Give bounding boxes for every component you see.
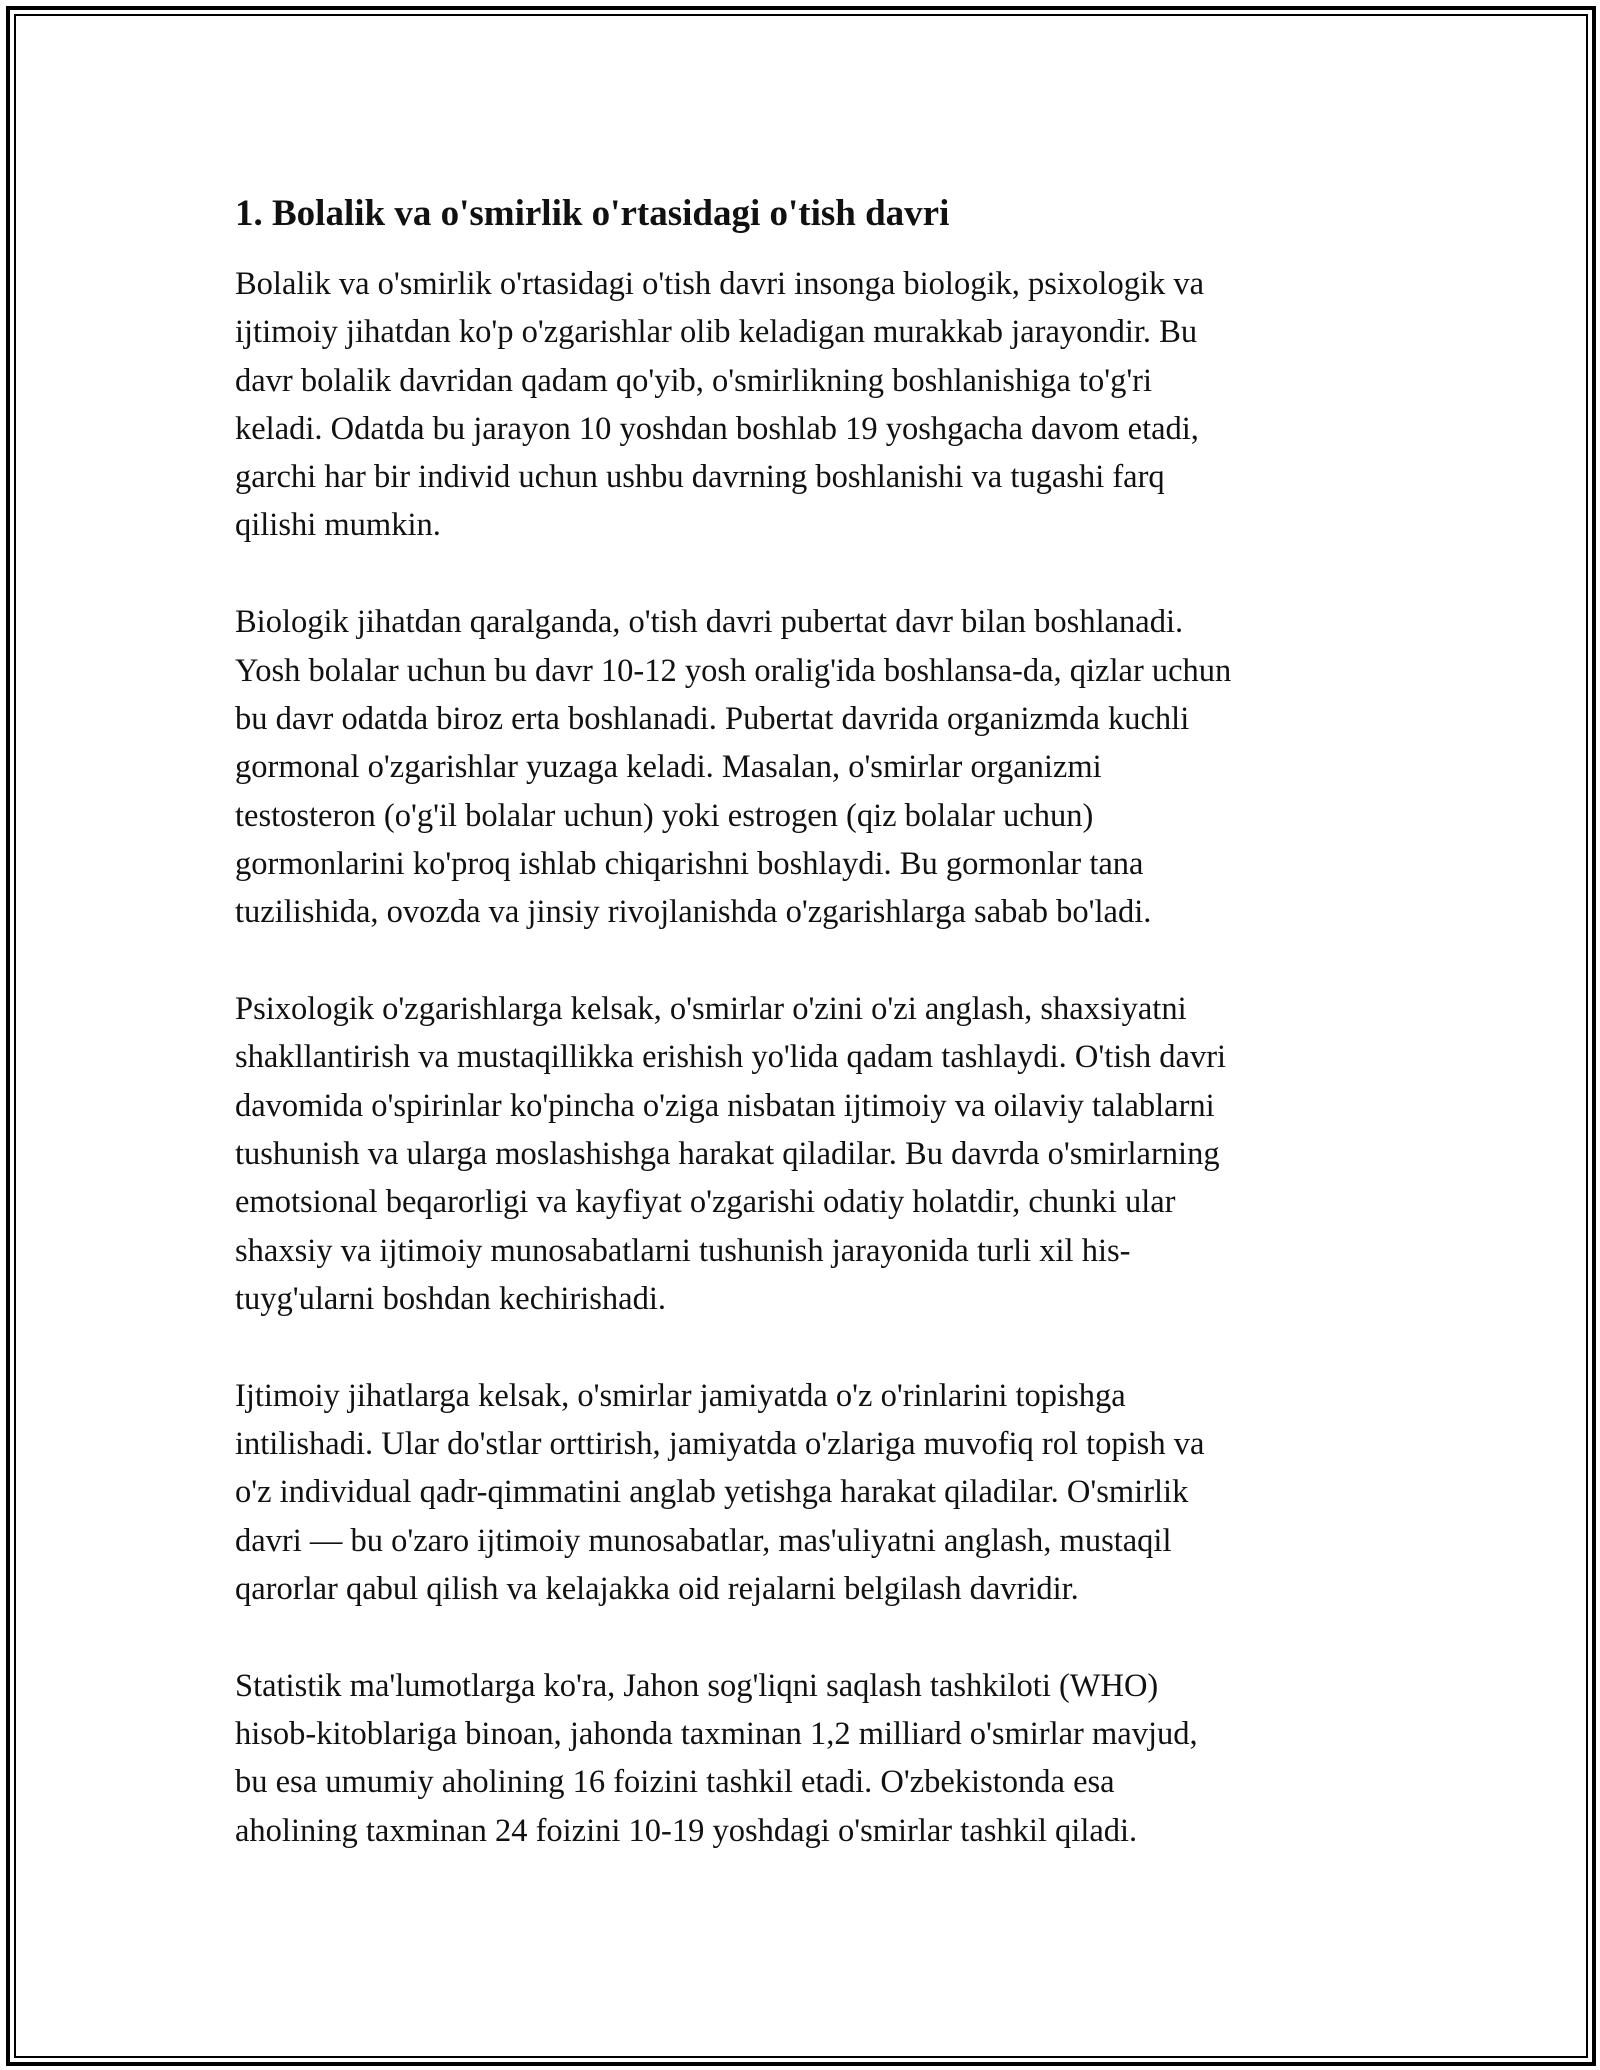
text-line: shakllantirish va mustaqillikka erishish yo'lida qadam tashlaydi. O'tish davri: [235, 1039, 1227, 1076]
text-line: Psixologik o'zgarishlarga kelsak, o'smirlar o'zini o'zi anglash, shaxsiyatni: [235, 991, 1187, 1028]
text-line: Statistik ma'lumotlarga ko'ra, Jahon sog'liqni saqlash tashkiloti (WHO): [235, 1667, 1159, 1704]
text-line: qarorlar qabul qilish va kelajakka oid rejalarni belgilash davridir.: [235, 1570, 1079, 1607]
text-line: emotsional beqarorligi va kayfiyat o'zgarishi odatiy holatdir, chunki ular: [235, 1184, 1176, 1221]
section-heading: 1. Bolalik va o'smirlik o'rtasidagi o'tish davri: [235, 193, 950, 234]
paragraph-statistics: [235, 1662, 1385, 1855]
text-line: davri — bu o'zaro ijtimoiy munosabatlar, mas'uliyatni anglash, mustaqil: [235, 1522, 1172, 1559]
text-line: garchi har bir individ uchun ushbu davrning boshlanishi va tugashi farq: [235, 459, 1165, 496]
text-line: hisob-kitoblariga binoan, jahonda taxminan 1,2 milliard o'smirlar mavjud,: [235, 1716, 1198, 1753]
document-body: [235, 190, 1385, 1904]
text-line: gormonlarini ko'proq ishlab chiqarishni boshlaydi. Bu gormonlar tana: [235, 845, 1144, 882]
paragraph-psychological: [235, 985, 1385, 1323]
text-line: keladi. Odatda bu jarayon 10 yoshdan boshlab 19 yoshgacha davom etadi,: [235, 410, 1199, 447]
text-line: qilishi mumkin.: [235, 507, 441, 544]
paragraph-social: [235, 1372, 1385, 1613]
text-line: intilishadi. Ular do'stlar orttirish, jamiyatda o'zlariga muvofiq rol topish va: [235, 1426, 1205, 1463]
text-line: aholining taxminan 24 foizini 10-19 yoshdagi o'smirlar tashkil qiladi.: [235, 1812, 1138, 1849]
text-line: Yosh bolalar uchun bu davr 10-12 yosh oralig'ida boshlansa-da, qizlar uchun: [235, 652, 1232, 689]
text-line: Biologik jihatdan qaralganda, o'tish davri pubertat davr bilan boshlanadi.: [235, 604, 1184, 641]
text-line: davr bolalik davridan qadam qo'yib, o'smirlikning boshlanishiga to'g'ri: [235, 362, 1153, 399]
text-line: shaxsiy va ijtimoiy munosabatlarni tushunish jarayonida turli xil his-: [235, 1232, 1131, 1269]
text-line: tushunish va ularga moslashishga harakat qiladilar. Bu davrda o'smirlarning: [235, 1135, 1220, 1172]
paragraph-biological: [235, 598, 1385, 936]
text-line: tuyg'ularni boshdan kechirishadi.: [235, 1280, 666, 1317]
text-line: tuzilishida, ovozda va jinsiy rivojlanishda o'zgarishlarga sabab bo'ladi.: [235, 894, 1152, 931]
text-line: bu davr odatda biroz erta boshlanadi. Pubertat davrida organizmda kuchli: [235, 700, 1190, 737]
text-line: bu esa umumiy aholining 16 foizini tashkil etadi. O'zbekistonda esa: [235, 1764, 1115, 1801]
text-line: Ijtimoiy jihatlarga kelsak, o'smirlar jamiyatda o'z o'rinlarini topishga: [235, 1377, 1126, 1414]
text-line: Bolalik va o'smirlik o'rtasidagi o'tish davri insonga biologik, psixologik va: [235, 266, 1205, 302]
text-line: o'z individual qadr-qimmatini anglab yetishga harakat qiladilar. O'smirlik: [235, 1474, 1189, 1511]
paragraph-intro: [235, 260, 1385, 550]
text-line: testosteron (o'g'il bolalar uchun) yoki estrogen (qiz bolalar uchun): [235, 797, 1094, 834]
text-line: gormonal o'zgarishlar yuzaga keladi. Masalan, o'smirlar organizmi: [235, 749, 1102, 786]
text-line: davomida o'spirinlar ko'pincha o'ziga nisbatan ijtimoiy va oilaviy talablarni: [235, 1087, 1215, 1124]
text-line: ijtimoiy jihatdan ko'p o'zgarishlar olib keladigan murakkab jarayondir. Bu: [235, 314, 1198, 351]
